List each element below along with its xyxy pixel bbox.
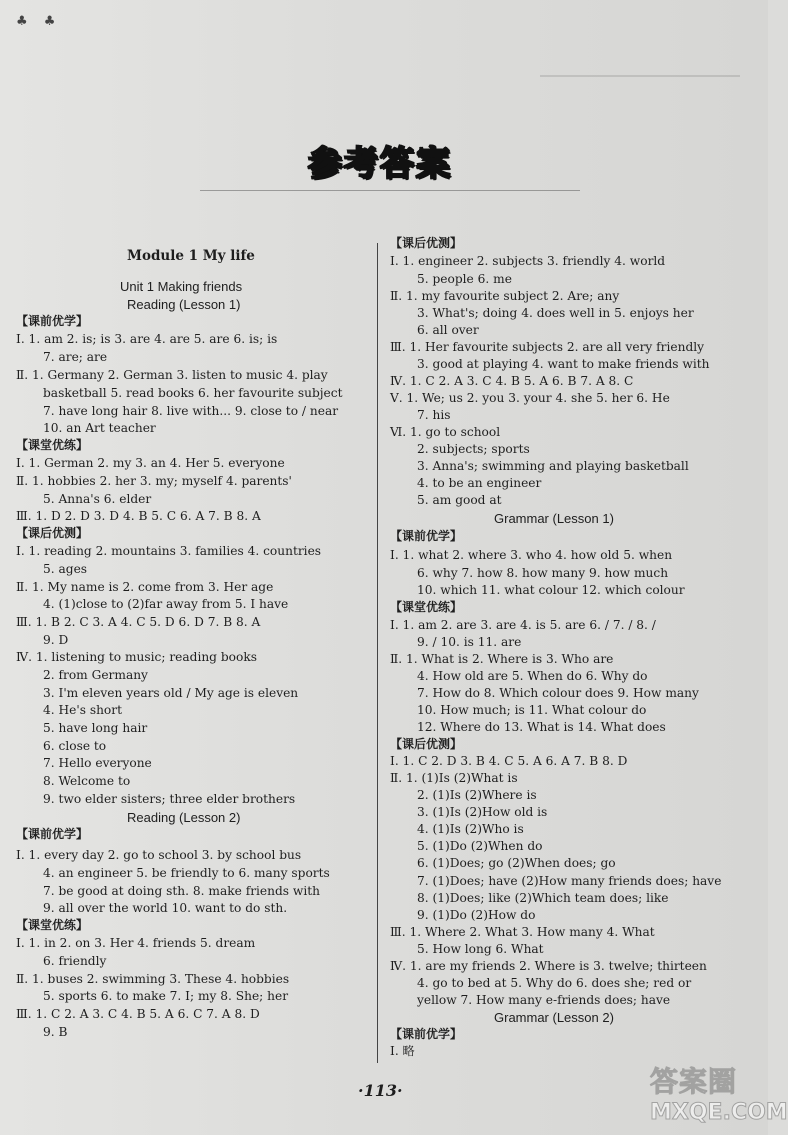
answer-line: 7. his: [417, 408, 451, 422]
answer-line: Ⅳ. 1. are my friends 2. Where is 3. twelve; thirteen: [390, 959, 707, 973]
section-heading: 【课堂优练】: [16, 918, 89, 932]
answer-line: Ⅰ. 1. every day 2. go to school 3. by school bus: [16, 848, 302, 862]
answer-line: Ⅱ. 1. my favourite subject 2. Are; any: [390, 289, 620, 303]
page-title-banner: [300, 138, 460, 182]
answer-line: Ⅰ. 1. C 2. D 3. B 4. C 5. A 6. A 7. B 8. D: [390, 754, 628, 768]
answer-line: 4. (1)close to (2)far away from 5. I have: [43, 597, 289, 611]
answer-line: Ⅰ. 1. am 2. is; is 3. are 4. are 5. are 6. is; is: [16, 332, 278, 346]
answer-line: 3. good at playing 4. want to make friends with: [417, 357, 710, 371]
answer-line: Ⅰ. 1. reading 2. mountains 3. families 4. countries: [16, 544, 322, 558]
answer-line: 7. are; are: [43, 350, 108, 364]
answer-line: 4. (1)Is (2)Who is: [417, 822, 524, 836]
answer-line: Ⅱ. 1. What is 2. Where is 3. Who are: [390, 652, 614, 666]
lesson-heading: Grammar (Lesson 1): [494, 511, 614, 526]
answer-line: Ⅴ. 1. We; us 2. you 3. your 4. she 5. her 6. He: [390, 391, 670, 405]
answer-line: 5. sports 6. to make 7. I; my 8. She; her: [43, 989, 289, 1003]
answer-line: 3. (1)Is (2)How old is: [417, 805, 548, 819]
bleed-through: [540, 55, 740, 77]
lesson-heading: Grammar (Lesson 2): [494, 1010, 614, 1025]
answer-line: 10. an Art teacher: [43, 421, 156, 435]
answer-line: 4. to be an engineer: [417, 476, 542, 490]
answer-line: Ⅱ. 1. My name is 2. come from 3. Her age: [16, 580, 274, 594]
section-heading: 【课后优测】: [390, 236, 463, 250]
answer-line: Ⅲ. 1. C 2. A 3. C 4. B 5. A 6. C 7. A 8. D: [16, 1007, 260, 1021]
answer-line: 6. all over: [417, 323, 479, 337]
answer-line: 5. people 6. me: [417, 272, 512, 286]
watermark-logo: [650, 1060, 788, 1130]
answer-line: 9. / 10. is 11. are: [417, 635, 522, 649]
section-heading: 【课前优学】: [390, 1027, 463, 1041]
answer-line: Ⅲ. 1. D 2. D 3. D 4. B 5. C 6. A 7. B 8. A: [16, 509, 261, 523]
section-heading: 【课堂优练】: [16, 438, 89, 452]
answer-line: 6. why 7. how 8. how many 9. how much: [417, 566, 669, 580]
answer-line: 8. (1)Does; like (2)Which team does; like: [417, 891, 669, 905]
answer-line: 5. Anna's 6. elder: [43, 492, 152, 506]
answer-line: 12. Where do 13. What is 14. What does: [417, 720, 666, 734]
answer-line: Ⅰ. 1. in 2. on 3. Her 4. friends 5. dream: [16, 936, 256, 950]
answer-line: 10. which 11. what colour 12. which colour: [417, 583, 685, 597]
answer-line: yellow 7. How many e-friends does; have: [417, 993, 671, 1007]
answer-line: Ⅰ. 1. German 2. my 3. an 4. Her 5. everyone: [16, 456, 285, 470]
lesson-heading: Module 1 My life: [127, 248, 255, 264]
page-title: 参考答案: [308, 143, 452, 184]
answer-line: Ⅱ. 1. (1)Is (2)What is: [390, 771, 518, 785]
answer-line: 5. have long hair: [43, 721, 148, 735]
section-heading: 【课前优学】: [390, 529, 463, 543]
answer-line: 7. be good at doing sth. 8. make friends with: [43, 884, 320, 898]
answer-line: Ⅲ. 1. Where 2. What 3. How many 4. What: [390, 925, 655, 939]
answer-line: 7. have long hair 8. live with... 9. close to / near: [43, 404, 339, 418]
answer-line: 6. friendly: [43, 954, 107, 968]
answer-line: 8. Welcome to: [43, 774, 131, 788]
answer-line: Ⅳ. 1. C 2. A 3. C 4. B 5. A 6. B 7. A 8. C: [390, 374, 634, 388]
lesson-heading: Reading (Lesson 1): [127, 297, 241, 312]
answer-line: Ⅵ. 1. go to school: [390, 425, 501, 439]
section-heading: 【课后优测】: [390, 737, 463, 751]
answer-line: 5. ages: [43, 562, 88, 576]
answer-line: Ⅰ. 略: [390, 1044, 415, 1058]
answer-line: 5. am good at: [417, 493, 502, 507]
answer-line: 3. Anna's; swimming and playing basketball: [417, 459, 689, 473]
answer-line: 4. How old are 5. When do 6. Why do: [417, 669, 648, 683]
answer-line: 9. D: [43, 633, 69, 647]
answer-line: 10. How much; is 11. What colour do: [417, 703, 647, 717]
answer-line: 3. I'm eleven years old / My age is eleven: [43, 686, 299, 700]
answer-line: 3. What's; doing 4. does well in 5. enjoys her: [417, 306, 694, 320]
answer-line: 9. B: [43, 1025, 68, 1039]
title-rule: [200, 190, 580, 191]
answer-line: Ⅳ. 1. listening to music; reading books: [16, 650, 257, 664]
watermark-line2: MXQE.COM: [650, 1100, 788, 1125]
answer-line: 7. (1)Does; have (2)How many friends does; have: [417, 874, 722, 888]
answer-line: Ⅱ. 1. Germany 2. German 3. listen to music 4. play: [16, 368, 328, 382]
answer-line: 6. close to: [43, 739, 107, 753]
section-heading: 【课后优测】: [16, 526, 89, 540]
answer-line: Ⅱ. 1. buses 2. swimming 3. These 4. hobbies: [16, 972, 290, 986]
answer-line: 4. He's short: [43, 703, 122, 717]
answer-line: 2. from Germany: [43, 668, 148, 682]
answer-line: Ⅱ. 1. hobbies 2. her 3. my; myself 4. parents': [16, 474, 292, 488]
corner-decoration: ♣ ♣: [16, 14, 62, 29]
page-number: ·113·: [358, 1081, 403, 1100]
answer-line: 7. How do 8. Which colour does 9. How many: [417, 686, 699, 700]
answer-line: 4. go to bed at 5. Why do 6. does she; red or: [417, 976, 692, 990]
answer-line: 9. (1)Do (2)How do: [417, 908, 536, 922]
answer-line: basketball 5. read books 6. her favourite subject: [43, 386, 343, 400]
watermark-line1: 答案圈: [650, 1065, 738, 1098]
lesson-heading: Reading (Lesson 2): [127, 810, 241, 825]
answer-line: Ⅲ. 1. B 2. C 3. A 4. C 5. D 6. D 7. B 8. A: [16, 615, 261, 629]
section-heading: 【课堂优练】: [390, 600, 463, 614]
answer-line: Ⅲ. 1. Her favourite subjects 2. are all very friendly: [390, 340, 705, 354]
section-heading: 【课前优学】: [16, 827, 89, 841]
answer-line: Ⅰ. 1. engineer 2. subjects 3. friendly 4. world: [390, 254, 666, 268]
column-divider: [377, 243, 378, 1063]
section-heading: 【课前优学】: [16, 314, 89, 328]
answer-line: 5. (1)Do (2)When do: [417, 839, 543, 853]
answer-line: 9. all over the world 10. want to do sth.: [43, 901, 288, 915]
lesson-heading: Unit 1 Making friends: [120, 279, 243, 294]
answer-line: 5. How long 6. What: [417, 942, 544, 956]
answer-line: 7. Hello everyone: [43, 756, 152, 770]
answer-line: Ⅰ. 1. what 2. where 3. who 4. how old 5. when: [390, 548, 673, 562]
answer-line: 6. (1)Does; go (2)When does; go: [417, 856, 616, 870]
answer-line: 4. an engineer 5. be friendly to 6. many sports: [43, 866, 330, 880]
answer-line: 9. two elder sisters; three elder brothers: [43, 792, 296, 806]
answer-line: Ⅰ. 1. am 2. are 3. are 4. is 5. are 6. / 7. / 8. /: [390, 618, 656, 632]
answer-line: 2. (1)Is (2)Where is: [417, 788, 537, 802]
answer-line: 2. subjects; sports: [417, 442, 530, 456]
